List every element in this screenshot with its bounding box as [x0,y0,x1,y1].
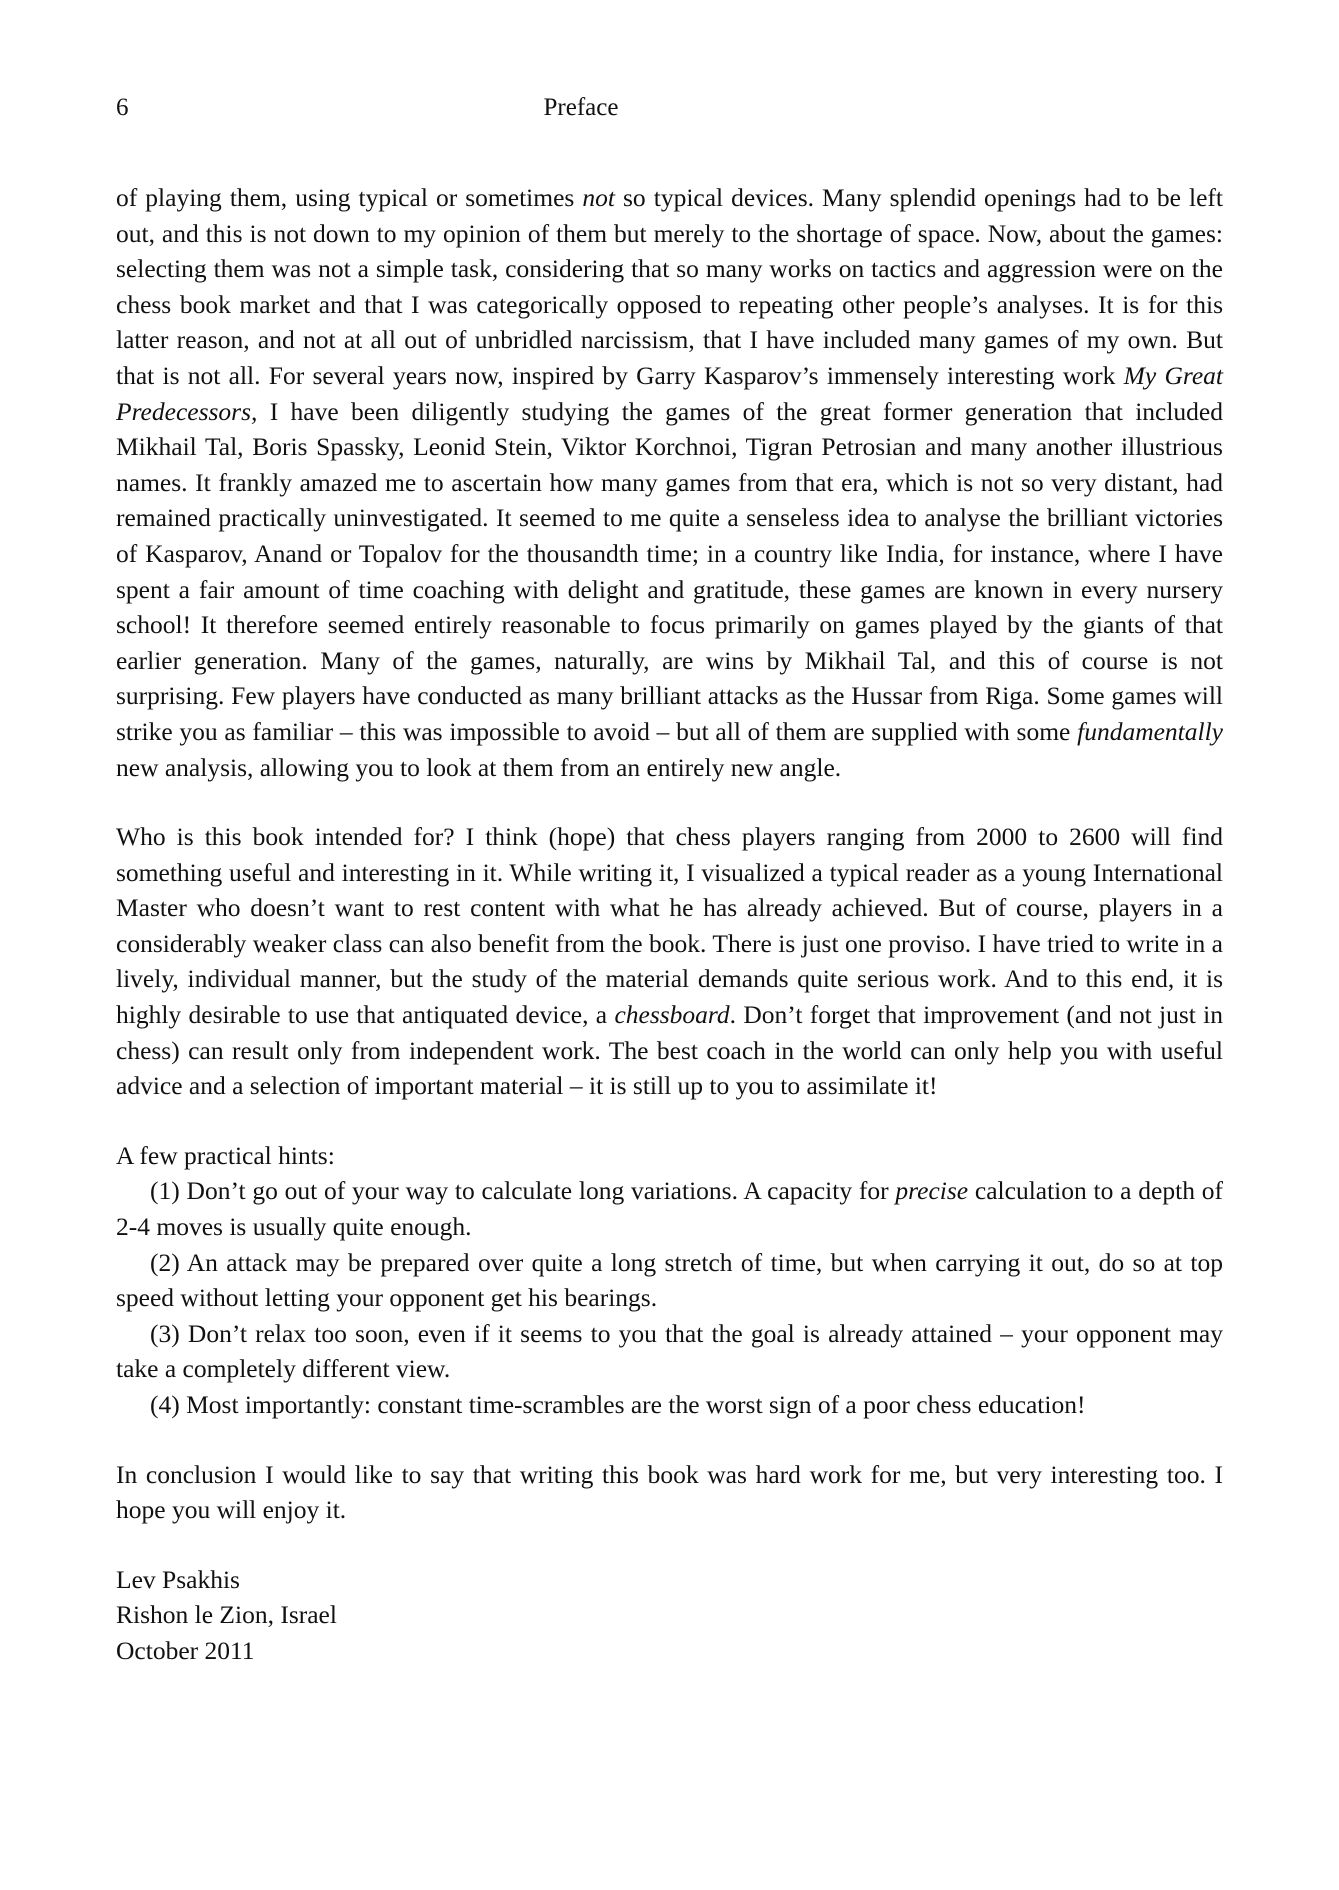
hint-text-part: calculation to a depth of 2-4 moves is usually quite enough. [116,1176,1223,1242]
hint-item-1 [116,1173,1223,1244]
hint-item-4: (4) Most importantly: constant time-scrambles are the worst sign of a poor chess education! [150,1390,1086,1419]
running-head: Preface [543,94,619,121]
paragraph-hints-intro: A few practical hints: [116,1140,335,1170]
emphasis-chessboard: chessboard [614,1000,730,1030]
paragraph-text-part: I have been diligently studying the games of the great former generation that included Mikhail Tal, Boris Spassky, Leonid Stein, Viktor Korchnoi, Tigran Petrosian and many another illustrious names. It frankly amazed me to ascertain how many games from that era, which is not so very distant, had remained practically uninvestigated. It seemed to me quite a senseless idea to analyse the brilliant victories of Kasparov, Anand or Topalov for the thousandth time; in a country like India, for instance, where I have spent a fair amount of time coaching with delight and gratitude, these games are known in every nursery school! It therefore seemed entirely reasonable to focus primarily on games played by the giants of that earlier generation. Many of the games, naturally, are wins by Mikhail Tal, and this of course is not surprising. Few players have conducted as many brilliant attacks as the Hussar from Riga. Some games will strike you as familiar – this was impossible to avoid – but all of them are supplied with some [116,396,1223,746]
emphasis-not: not [582,183,615,212]
signature-place: Rishon le Zion, Israel [116,1600,337,1630]
paragraph-text-part: Who is this book intended for? I think (hope) that chess players ranging from 2000 to 2600 will find something useful and interesting in it. While writing it, I visualized a typical reader as a young International Master who doesn’t want to rest content with what he has already achieved. But of course, players in a considerably weaker class can also benefit from the book. There is just one proviso. I have tried to write in a lively, individual manner, but the study of the material demands quite serious work. And to this end, it is highly desirable to use that antiquated device, a [116,822,1223,1030]
hint-item-3: (3) Don’t relax too soon, even if it seems to you that the goal is already attained – your opponent may take a completely different view. [116,1318,1223,1384]
hint-item-2: (2) An attack may be prepared over quite a long stretch of time, but when carrying it out, do so at top speed without letting your opponent get his bearings. [116,1247,1223,1313]
paragraph-opening [116,180,1223,785]
paragraph-text-part: new analysis, allowing you to look at them from an entirely new angle. [116,752,842,782]
signature-name: Lev Psakhis [116,1564,240,1594]
hint-text-part: (1) Don’t go out of your way to calculate long variations. A capacity for [150,1176,896,1206]
emphasis-precise: precise [895,1176,969,1206]
page-header [116,92,1223,124]
emphasis-book-title: My Great Predecessors, [116,360,1223,426]
paragraph-audience [116,819,1223,1104]
paragraph-text-part: so typical devices. Many splendid openings had to be left out, and this is not down to my opinion of them but merely to the shortage of space. Now, about the games: selecting them was not a simple task, considering that so many works on tactics and aggression were on the chess book market and that I was categorically opposed to repeating other people’s analyses. It is for this latter reason, and not at all out of unbridled narcissism, that I have included many games of my own. But that is not all. For several years now, inspired by Garry Kasparov’s immensely interesting work [116,183,1223,390]
emphasis-fundamentally: fundamentally [1077,716,1223,746]
signature-date: October 2011 [116,1635,255,1665]
paragraph-text-part: . Don’t forget that improvement (and not just in chess) can result only from independent work. The best coach in the world can only help you with useful advice and a selection of important material – it is still up to you to assimilate it! [116,1000,1224,1101]
page-number: 6 [116,94,129,121]
page-body [116,180,1223,1669]
paragraph-conclusion: In conclusion I would like to say that writing this book was hard work for me, but very interesting too. I hope you will enjoy it. [116,1459,1223,1525]
signature-block [116,1562,1223,1669]
paragraph-text-part: of playing them, using typical or sometimes [116,183,583,212]
